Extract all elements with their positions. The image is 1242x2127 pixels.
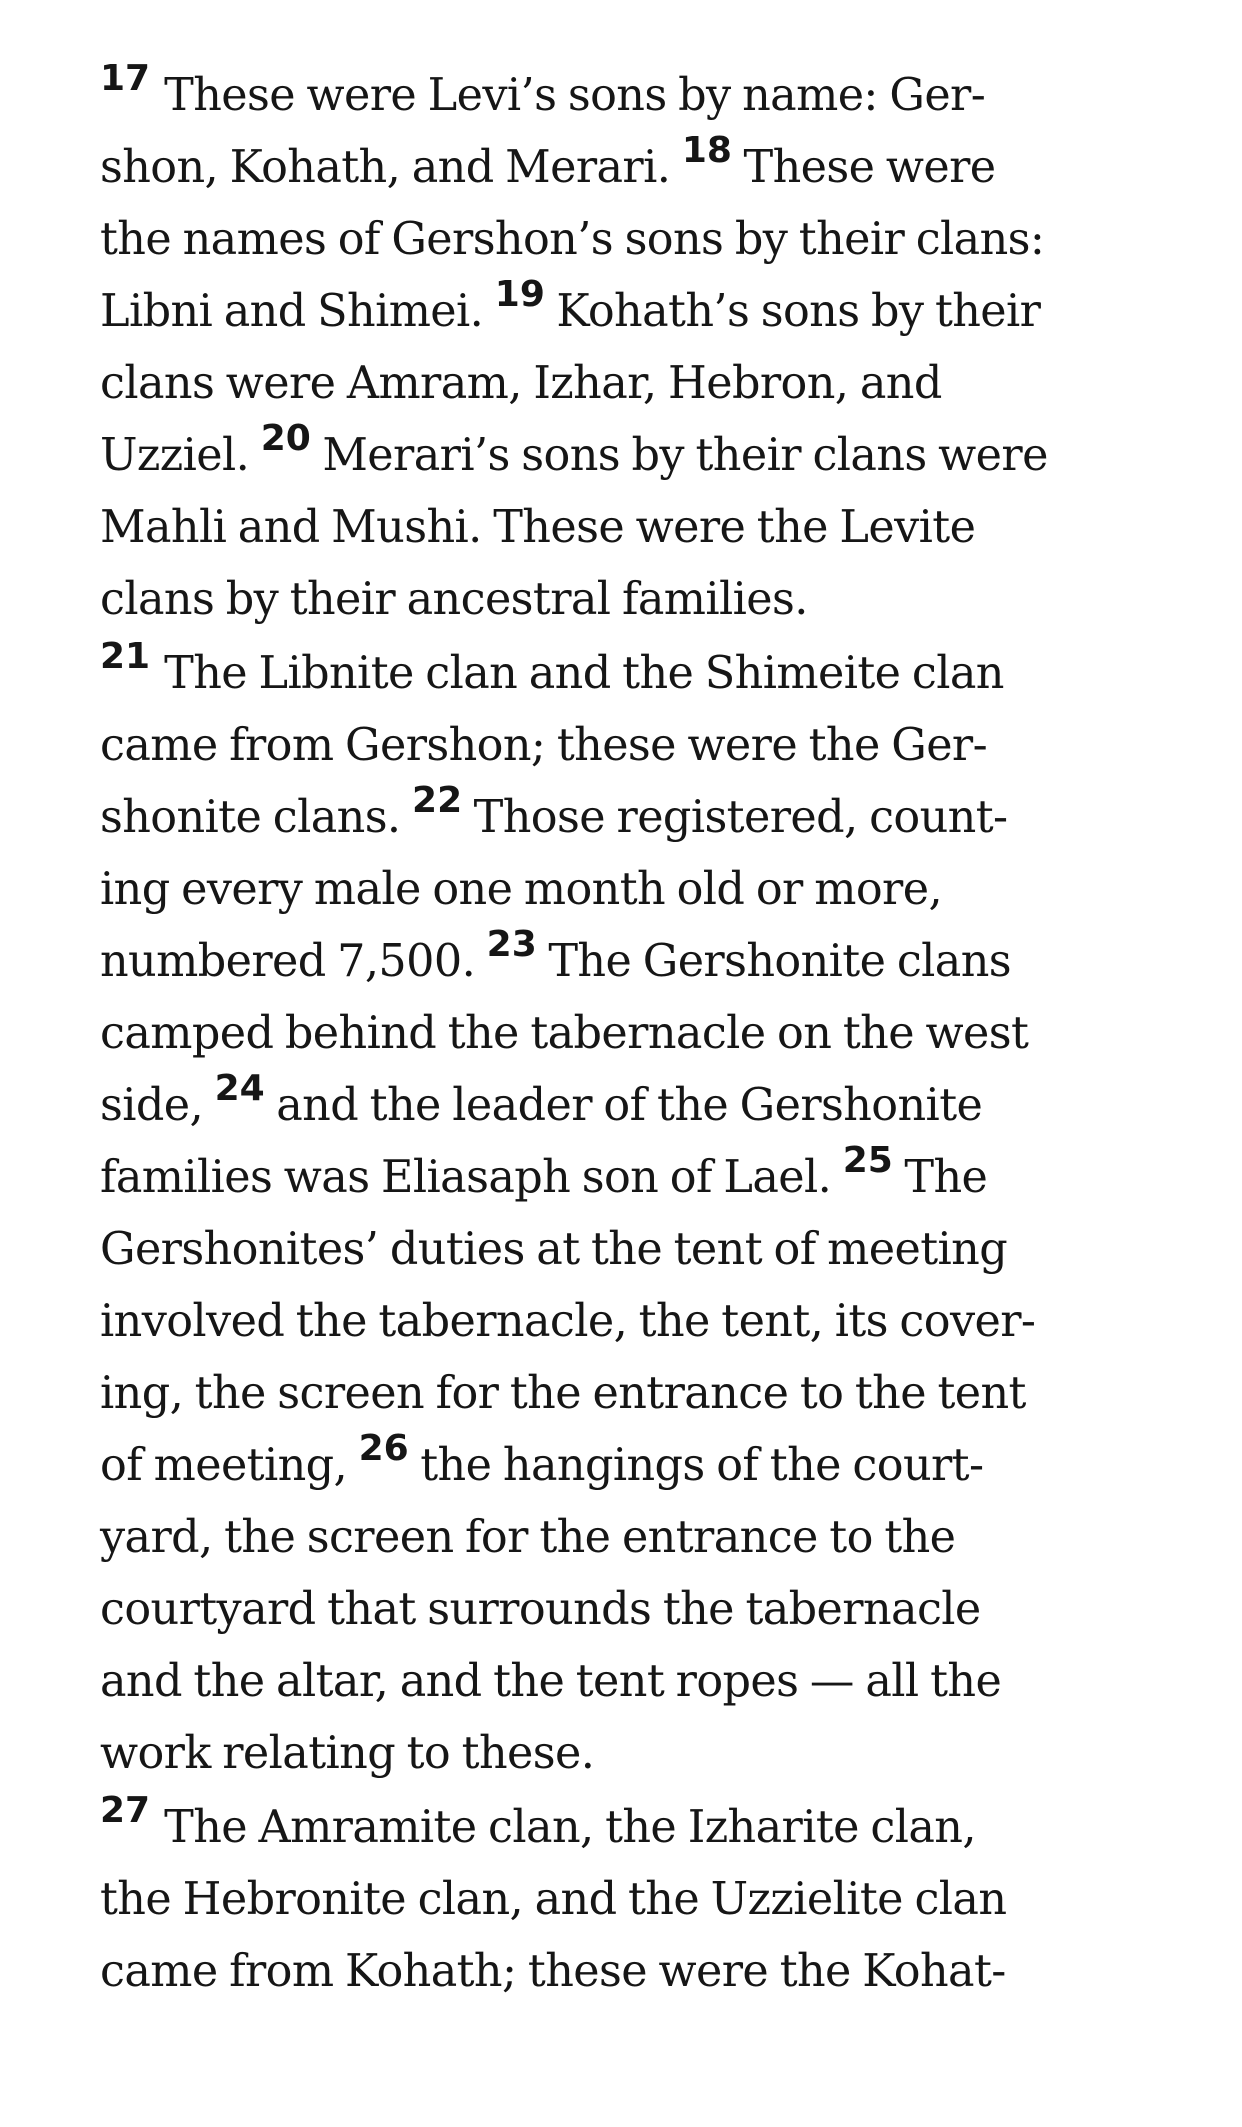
verse-number[interactable]: 21 <box>100 636 151 678</box>
verse-text: Gershonites’ duties at the tent of meeting <box>100 1224 1008 1275</box>
verse-text: Uzziel. <box>100 430 261 481</box>
text-line <box>100 132 1180 204</box>
verse-text: Mahli and Mushi. These were the Levite <box>100 502 976 553</box>
verse-text: the Hebronite clan, and the Uzzielite clan <box>100 1874 1007 1925</box>
text-line <box>100 1864 1180 1936</box>
verse-text: came from Gershon; these were the Ger- <box>100 720 988 771</box>
verse-text: yard, the screen for the entrance to the <box>100 1512 956 1563</box>
verse-text: ing every male one month old or more, <box>100 864 943 915</box>
verse-text: the names of Gershon’s sons by their clans: <box>100 214 1045 265</box>
verse-text: Merari’s sons by their clans were <box>310 430 1048 481</box>
verse-number[interactable]: 27 <box>100 1790 151 1832</box>
text-line <box>100 1502 1180 1574</box>
text-line <box>100 1358 1180 1430</box>
verse-text: camped behind the tabernacle on the west <box>100 1008 1029 1059</box>
text-line <box>100 564 1180 636</box>
verse-text: ing, the screen for the entrance to the tent <box>100 1368 1026 1419</box>
verse-number[interactable]: 24 <box>214 1068 265 1110</box>
text-line <box>100 204 1180 276</box>
verse-text: shonite clans. <box>100 792 413 843</box>
verse-text: Libni and Shimei. <box>100 286 495 337</box>
verse-text: The <box>892 1152 988 1203</box>
text-line <box>100 1142 1180 1214</box>
text-line <box>100 782 1180 854</box>
verse-text: clans by their ancestral families. <box>100 574 808 625</box>
verse-text: the hangings of the court- <box>408 1440 984 1491</box>
text-line <box>100 1430 1180 1502</box>
verse-number[interactable]: 18 <box>681 130 732 172</box>
verse-text: Those registered, count- <box>462 792 1008 843</box>
verse-text: The Amramite clan, the Izharite clan, <box>164 1802 976 1853</box>
paragraph <box>100 60 1180 636</box>
text-line <box>100 998 1180 1070</box>
verse-text: The Gershonite clans <box>536 936 1012 987</box>
verse-text: clans were Amram, Izhar, Hebron, and <box>100 358 942 409</box>
verse-text: shon, Kohath, and Merari. <box>100 142 682 193</box>
text-line <box>100 854 1180 926</box>
text-line <box>100 926 1180 998</box>
verse-number[interactable]: 23 <box>486 924 537 966</box>
verse-number[interactable]: 20 <box>260 418 311 460</box>
scripture-reader-page <box>100 60 1180 2008</box>
verse-number[interactable]: 17 <box>100 58 151 100</box>
verse-number[interactable]: 25 <box>842 1140 893 1182</box>
text-line <box>100 1214 1180 1286</box>
text-line <box>100 1718 1180 1790</box>
verse-number[interactable]: 26 <box>358 1428 409 1470</box>
text-line <box>100 492 1180 564</box>
verse-text: and the altar, and the tent ropes — all the <box>100 1656 1002 1707</box>
text-line <box>100 1792 1180 1864</box>
text-line <box>100 1286 1180 1358</box>
paragraph <box>100 1792 1180 2008</box>
text-line <box>100 1936 1180 2008</box>
text-line <box>100 1574 1180 1646</box>
verse-text: These were <box>731 142 996 193</box>
text-line <box>100 276 1180 348</box>
text-line <box>100 1646 1180 1718</box>
verse-text: families was Eliasaph son of Lael. <box>100 1152 843 1203</box>
verse-text: The Libnite clan and the Shimeite clan <box>164 648 1004 699</box>
verse-text: work relating to these. <box>100 1728 595 1779</box>
verse-text: numbered 7,500. <box>100 936 487 987</box>
verse-text: courtyard that surrounds the tabernacle <box>100 1584 981 1635</box>
paragraph <box>100 638 1180 1790</box>
text-line <box>100 638 1180 710</box>
text-line <box>100 60 1180 132</box>
text-line <box>100 420 1180 492</box>
text-line <box>100 348 1180 420</box>
text-line <box>100 1070 1180 1142</box>
passage-text <box>100 60 1180 2008</box>
verse-text: side, <box>100 1080 215 1131</box>
verse-number[interactable]: 22 <box>412 780 463 822</box>
verse-text: Kohath’s sons by their <box>544 286 1041 337</box>
verse-number[interactable]: 19 <box>494 274 545 316</box>
verse-text: These were Levi’s sons by name: Ger- <box>164 70 986 121</box>
text-line <box>100 710 1180 782</box>
verse-text: involved the tabernacle, the tent, its cover- <box>100 1296 1036 1347</box>
verse-text: of meeting, <box>100 1440 359 1491</box>
verse-text: came from Kohath; these were the Kohat- <box>100 1946 1006 1997</box>
verse-text: and the leader of the Gershonite <box>264 1080 983 1131</box>
